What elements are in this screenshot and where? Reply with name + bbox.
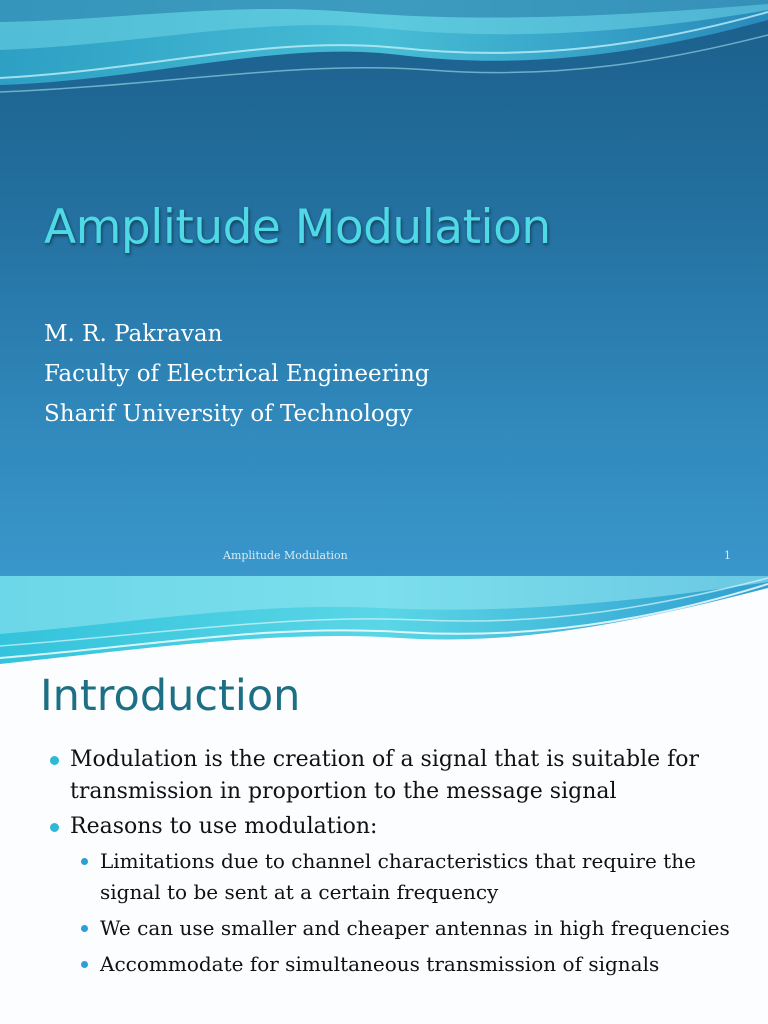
list-item [50, 846, 740, 908]
author-name: M. R. Pakravan [44, 321, 223, 347]
author-university: Sharif University of Technology [44, 401, 413, 427]
bullet-text: Modulation is the creation of a signal that is suitable for transmission in proportion to the message signal [70, 747, 700, 804]
slide-title: Introduction [40, 671, 301, 721]
author-faculty: Faculty of Electrical Engineering [44, 361, 430, 387]
bullet-text: Accommodate for simultaneous transmission of signals [100, 952, 660, 976]
slide-footer-title: Amplitude Modulation [223, 549, 348, 562]
list-item [50, 913, 740, 944]
content-slide [0, 576, 768, 1024]
author-block [44, 314, 429, 434]
bullet-icon [50, 823, 59, 832]
bullet-text: We can use smaller and cheaper antennas in high frequencies [100, 916, 730, 940]
list-item [50, 949, 740, 980]
bullet-icon [81, 925, 88, 932]
decorative-wave-header [0, 0, 768, 110]
bullet-icon [81, 858, 88, 865]
list-item [50, 811, 740, 843]
bullet-text: Reasons to use modulation: [70, 814, 378, 839]
bullet-list [50, 744, 740, 985]
list-item [50, 744, 740, 808]
slide-title: Amplitude Modulation [44, 200, 551, 255]
bullet-icon [81, 961, 88, 968]
bullet-text: Limitations due to channel characteristics that require the signal to be sent at a certain frequency [100, 849, 696, 904]
decorative-wave-header [0, 576, 768, 671]
slide-number: 1 [724, 549, 731, 562]
bullet-icon [50, 756, 59, 765]
